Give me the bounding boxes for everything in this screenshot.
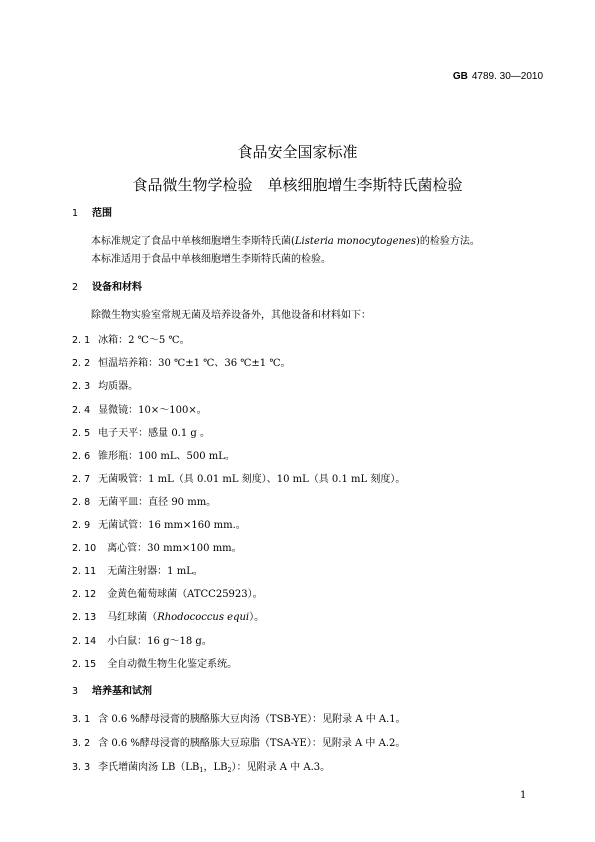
list-item (72, 636, 212, 648)
list-item (72, 612, 264, 624)
text: )的检验方法。 (416, 236, 480, 247)
item-text: 金黄色葡萄球菌（ATCC25923）。 (107, 589, 263, 600)
item-text: 全自动微生物生化鉴定系统。 (107, 659, 238, 670)
item-text: ）：见附录 A 中 A.3。 (231, 762, 331, 773)
section-1-paragraph-1 (91, 236, 480, 248)
item-text: 恒温培养箱：30 ℃±1 ℃、36 ℃±1 ℃。 (98, 358, 291, 369)
item-number: 2. 4 (72, 405, 91, 416)
item-number: 2. 15 (72, 659, 97, 670)
item-text: 均质器。 (98, 381, 139, 392)
item-text: 离心管：30 mm×100 mm。 (107, 543, 242, 554)
item-number: 2. 14 (72, 636, 97, 647)
list-item (72, 381, 138, 393)
standard-number: 4789. 30—2010 (471, 71, 543, 82)
item-number: 3. 2 (72, 738, 91, 749)
list-item (72, 543, 242, 555)
item-number: 3. 1 (72, 714, 91, 725)
section-title: 培养基和试剂 (92, 686, 153, 697)
list-item (72, 566, 203, 578)
section-number: 2 (72, 282, 79, 293)
list-item (72, 405, 207, 417)
item-number: 2. 12 (72, 589, 97, 600)
item-text: 无菌吸管：1 mL（具 0.01 mL 刻度）、10 mL（具 0.1 mL 刻度）。 (98, 474, 406, 485)
item-text: 无菌试管：16 mm×160 mm.。 (98, 520, 246, 531)
item-number: 2. 9 (72, 520, 91, 531)
list-item (72, 474, 405, 486)
item-text: 含 0.6 %酵母浸膏的胰酪胨大豆琼脂（TSA-YE）：见附录 A 中 A.2。 (98, 738, 406, 749)
section-2-heading (72, 282, 142, 294)
item-number: 2. 3 (72, 381, 91, 392)
page-number: 1 (520, 790, 527, 801)
standard-code (453, 71, 543, 82)
item-number: 3. 3 (72, 762, 91, 773)
list-item (72, 358, 291, 370)
latin-name: Listeria monocytogenes (294, 236, 416, 247)
list-item (72, 497, 216, 509)
item-text: 显微镜：10×～100×。 (98, 405, 207, 416)
item-text: 李氏增菌肉汤 LB（LB (98, 762, 200, 773)
item-text: 冰箱：2 ℃～5 ℃。 (98, 335, 190, 346)
subscript: 2 (227, 766, 232, 774)
item-number: 2. 13 (72, 612, 97, 623)
section-number: 1 (72, 208, 79, 219)
item-text: 电子天平：感量 0.1 g 。 (98, 428, 210, 439)
list-item (72, 738, 405, 750)
list-item (72, 335, 190, 347)
item-number: 2. 5 (72, 428, 91, 439)
subscript: 1 (199, 766, 204, 774)
list-item (72, 762, 330, 774)
item-number: 2. 6 (72, 451, 91, 462)
latin-name: Rhodococcus equi (157, 612, 250, 623)
section-number: 3 (72, 686, 79, 697)
item-text: 锥形瓶：100 mL、500 mL。 (98, 451, 235, 462)
item-text: ，LB (203, 762, 228, 773)
section-title: 设备和材料 (92, 282, 143, 293)
list-item (72, 520, 246, 532)
item-text: 无菌平皿：直径 90 mm。 (98, 497, 217, 508)
item-number: 2. 2 (72, 358, 91, 369)
list-item (72, 451, 235, 463)
document-title: 食品安全国家标准 (237, 143, 358, 161)
item-number: 2. 7 (72, 474, 91, 485)
item-number: 2. 8 (72, 497, 91, 508)
list-item (72, 428, 210, 440)
item-number: 2. 11 (72, 566, 97, 577)
section-1-paragraph-2: 本标准适用于食品中单核细胞增生李斯特氏菌的检验。 (91, 254, 331, 265)
section-3-heading (72, 686, 152, 698)
item-text: 小白鼠：16 g～18 g。 (107, 636, 212, 647)
section-2-intro: 除微生物实验室常规无菌及培养设备外，其他设备和材料如下： (91, 310, 371, 321)
item-number: 2. 10 (72, 543, 97, 554)
document-subtitle: 食品微生物学检验 单核细胞增生李斯特氏菌检验 (132, 176, 463, 194)
item-text: 无菌注射器：1 mL。 (107, 566, 203, 577)
text: 本标准规定了食品中单核细胞增生李斯特氏菌( (91, 236, 295, 247)
list-item (72, 714, 406, 726)
item-text: ）。 (249, 612, 265, 623)
list-item (72, 589, 263, 601)
list-item (72, 659, 237, 671)
standard-prefix: GB (452, 71, 468, 82)
section-title: 范围 (92, 208, 113, 219)
item-number: 2. 1 (72, 335, 91, 346)
section-1-heading (72, 208, 112, 220)
item-text: 马红球菌（ (107, 612, 158, 623)
item-text: 含 0.6 %酵母浸膏的胰酪胨大豆肉汤（TSB-YE）：见附录 A 中 A.1。 (98, 714, 406, 725)
